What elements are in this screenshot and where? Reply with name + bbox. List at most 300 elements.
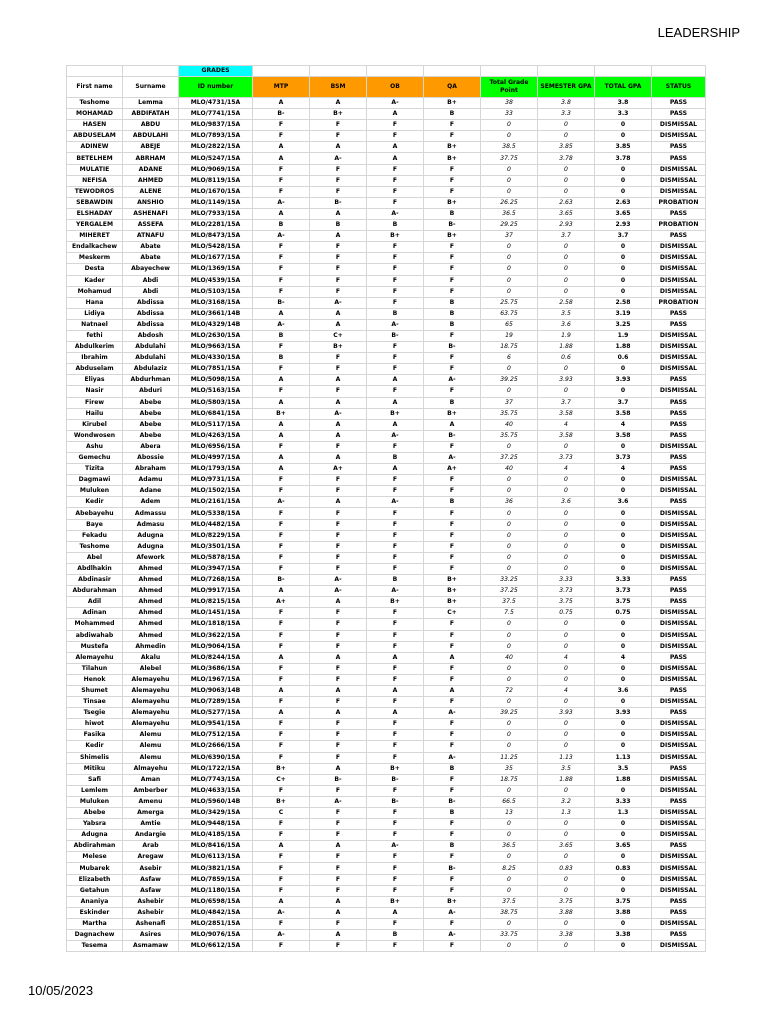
surname-cell: Ahmed <box>123 619 179 630</box>
total-grade-point-cell: 40 <box>481 419 538 430</box>
qa-cell: F <box>424 364 481 375</box>
table-row <box>67 863 706 874</box>
id-number-cell: MLO/4997/15A <box>179 453 253 464</box>
qa-cell: F <box>424 541 481 552</box>
table-row <box>67 353 706 364</box>
status-cell: PASS <box>652 907 706 918</box>
qa-cell: B- <box>424 342 481 353</box>
status-cell: PASS <box>652 308 706 319</box>
first-name-cell: Kader <box>67 275 123 286</box>
qa-cell: C+ <box>424 608 481 619</box>
total-gpa-cell: 0.6 <box>595 353 652 364</box>
id-number-cell: MLO/1967/15A <box>179 674 253 685</box>
status-cell: PASS <box>652 153 706 164</box>
status-cell: PASS <box>652 763 706 774</box>
status-cell: DISMISSAL <box>652 874 706 885</box>
surname-cell: Afework <box>123 552 179 563</box>
total-gpa-cell: 0 <box>595 120 652 131</box>
bsm-cell: F <box>310 519 367 530</box>
bsm-cell: F <box>310 719 367 730</box>
qa-cell: F <box>424 330 481 341</box>
semester-gpa-cell: 3.7 <box>538 397 595 408</box>
total-gpa-cell: 1.88 <box>595 342 652 353</box>
bsm-cell: A <box>310 98 367 109</box>
surname-cell: Abebe <box>123 397 179 408</box>
surname-cell: Asfaw <box>123 874 179 885</box>
ob-cell: F <box>367 441 424 452</box>
semester-gpa-cell: 3.75 <box>538 597 595 608</box>
mtp-cell: A <box>253 375 310 386</box>
total-gpa-cell: 0 <box>595 475 652 486</box>
status-cell: DISMISSAL <box>652 364 706 375</box>
status-cell: PASS <box>652 231 706 242</box>
status-cell: PASS <box>652 453 706 464</box>
id-number-cell: MLO/5098/15A <box>179 375 253 386</box>
bsm-cell: F <box>310 186 367 197</box>
id-number-cell: MLO/5803/15A <box>179 397 253 408</box>
ob-cell: F <box>367 297 424 308</box>
bsm-cell: F <box>310 530 367 541</box>
total-gpa-cell: 3.75 <box>595 597 652 608</box>
total-gpa-cell: 0 <box>595 663 652 674</box>
semester-gpa-cell: 2.63 <box>538 197 595 208</box>
surname-cell: Ahmed <box>123 597 179 608</box>
table-row <box>67 175 706 186</box>
table-row <box>67 896 706 907</box>
semester-gpa-cell: 3.7 <box>538 231 595 242</box>
surname-cell: Abdissa <box>123 308 179 319</box>
surname-cell: Asfaw <box>123 885 179 896</box>
ob-cell: F <box>367 353 424 364</box>
semester-gpa-cell: 0 <box>538 630 595 641</box>
first-name-cell: Kedir <box>67 497 123 508</box>
bsm-cell: F <box>310 475 367 486</box>
id-number-cell: MLO/9069/15A <box>179 164 253 175</box>
mtp-cell: F <box>253 785 310 796</box>
total-grade-point-cell: 37 <box>481 397 538 408</box>
table-row <box>67 530 706 541</box>
id-number-cell: MLO/4329/14B <box>179 319 253 330</box>
semester-gpa-cell: 0 <box>538 674 595 685</box>
id-number-cell: MLO/4731/15A <box>179 98 253 109</box>
qa-cell: F <box>424 663 481 674</box>
mtp-cell: F <box>253 619 310 630</box>
status-cell: DISMISSAL <box>652 264 706 275</box>
total-grade-point-cell: 0 <box>481 264 538 275</box>
first-name-cell: Alemayehu <box>67 652 123 663</box>
first-name-cell: Henok <box>67 674 123 685</box>
status-cell: DISMISSAL <box>652 242 706 253</box>
status-cell: DISMISSAL <box>652 342 706 353</box>
first-name-cell: SEBAWDIN <box>67 197 123 208</box>
first-name-cell: ABDUSELAM <box>67 131 123 142</box>
first-name-cell: abdiwahab <box>67 630 123 641</box>
qa-cell: F <box>424 852 481 863</box>
first-name-cell: Wondwosen <box>67 430 123 441</box>
total-gpa-cell: 3.3 <box>595 109 652 120</box>
id-number-cell: MLO/5338/15A <box>179 508 253 519</box>
table-row <box>67 808 706 819</box>
semester-gpa-cell: 3.93 <box>538 375 595 386</box>
total-gpa-cell: 2.63 <box>595 197 652 208</box>
id-number-cell: MLO/8473/15A <box>179 231 253 242</box>
ob-cell: A <box>367 708 424 719</box>
id-number-cell: MLO/9731/15A <box>179 475 253 486</box>
status-cell: PROBATION <box>652 220 706 231</box>
qa-cell: F <box>424 253 481 264</box>
mtp-cell: F <box>253 519 310 530</box>
ob-cell: F <box>367 264 424 275</box>
status-cell: DISMISSAL <box>652 918 706 929</box>
total-gpa-cell: 2.93 <box>595 220 652 231</box>
first-name-cell: fethi <box>67 330 123 341</box>
ob-cell: F <box>367 186 424 197</box>
total-gpa-cell: 1.88 <box>595 774 652 785</box>
total-gpa-cell: 0 <box>595 164 652 175</box>
total-grade-point-cell: 36.5 <box>481 208 538 219</box>
qa-cell: B+ <box>424 142 481 153</box>
qa-cell: A- <box>424 907 481 918</box>
surname-cell: Abdurhman <box>123 375 179 386</box>
mtp-cell: B <box>253 220 310 231</box>
status-cell: PASS <box>652 896 706 907</box>
qa-cell: F <box>424 275 481 286</box>
bsm-cell: F <box>310 120 367 131</box>
status-cell: DISMISSAL <box>652 941 706 952</box>
first-name-cell: Muluken <box>67 486 123 497</box>
id-number-cell: MLO/9837/15A <box>179 120 253 131</box>
first-name-cell: Endalkachew <box>67 242 123 253</box>
total-gpa-cell: 1.3 <box>595 808 652 819</box>
total-grade-point-cell: 33 <box>481 109 538 120</box>
status-cell: DISMISSAL <box>652 253 706 264</box>
total-grade-point-cell: 37 <box>481 231 538 242</box>
table-row <box>67 508 706 519</box>
table-row <box>67 342 706 353</box>
total-grade-point-cell: 37.5 <box>481 597 538 608</box>
semester-gpa-cell: 0 <box>538 364 595 375</box>
id-number-cell: MLO/9541/15A <box>179 719 253 730</box>
status-cell: DISMISSAL <box>652 131 706 142</box>
total-grade-point-cell: 0 <box>481 486 538 497</box>
id-number-cell: MLO/8416/15A <box>179 841 253 852</box>
semester-gpa-cell: 3.5 <box>538 308 595 319</box>
table-row <box>67 286 706 297</box>
header-ob: OB <box>367 77 424 98</box>
total-grade-point-cell: 0 <box>481 674 538 685</box>
total-grade-point-cell: 0 <box>481 519 538 530</box>
semester-gpa-cell: 0 <box>538 697 595 708</box>
total-gpa-cell: 0 <box>595 508 652 519</box>
bsm-cell: F <box>310 552 367 563</box>
first-name-cell: Adinan <box>67 608 123 619</box>
status-cell: DISMISSAL <box>652 830 706 841</box>
surname-cell: ALENE <box>123 186 179 197</box>
id-number-cell: MLO/8215/15A <box>179 597 253 608</box>
table-row <box>67 142 706 153</box>
qa-cell: F <box>424 741 481 752</box>
semester-gpa-cell: 3.2 <box>538 796 595 807</box>
total-gpa-cell: 0 <box>595 674 652 685</box>
semester-gpa-cell: 0 <box>538 541 595 552</box>
total-grade-point-cell: 39.25 <box>481 375 538 386</box>
table-row <box>67 597 706 608</box>
total-grade-point-cell: 0 <box>481 663 538 674</box>
bsm-cell: A <box>310 763 367 774</box>
first-name-cell: MIHERET <box>67 231 123 242</box>
total-grade-point-cell: 0 <box>481 164 538 175</box>
surname-cell: Adugna <box>123 530 179 541</box>
mtp-cell: F <box>253 918 310 929</box>
ob-cell: F <box>367 918 424 929</box>
first-name-cell: Hailu <box>67 408 123 419</box>
table-row <box>67 796 706 807</box>
total-grade-point-cell: 0 <box>481 441 538 452</box>
total-gpa-cell: 0 <box>595 874 652 885</box>
surname-cell: Abraham <box>123 464 179 475</box>
mtp-cell: B- <box>253 575 310 586</box>
total-gpa-cell: 0 <box>595 253 652 264</box>
ob-cell: F <box>367 253 424 264</box>
mtp-cell: F <box>253 663 310 674</box>
total-grade-point-cell: 35.75 <box>481 430 538 441</box>
bsm-cell: A <box>310 308 367 319</box>
table-row <box>67 242 706 253</box>
table-row <box>67 453 706 464</box>
status-cell: DISMISSAL <box>652 541 706 552</box>
id-number-cell: MLO/1722/15A <box>179 763 253 774</box>
ob-cell: B <box>367 930 424 941</box>
ob-cell: F <box>367 697 424 708</box>
semester-gpa-cell: 3.85 <box>538 142 595 153</box>
total-grade-point-cell: 0 <box>481 475 538 486</box>
semester-gpa-cell: 0 <box>538 275 595 286</box>
qa-cell: F <box>424 874 481 885</box>
surname-cell: Adem <box>123 497 179 508</box>
total-gpa-cell: 0 <box>595 441 652 452</box>
semester-gpa-cell: 2.93 <box>538 220 595 231</box>
total-grade-point-cell: 0 <box>481 563 538 574</box>
status-cell: DISMISSAL <box>652 164 706 175</box>
bsm-cell: A <box>310 319 367 330</box>
first-name-cell: Teshome <box>67 98 123 109</box>
total-grade-point-cell: 0 <box>481 253 538 264</box>
status-cell: PASS <box>652 497 706 508</box>
bsm-cell: A- <box>310 796 367 807</box>
id-number-cell: MLO/7933/15A <box>179 208 253 219</box>
table-row <box>67 430 706 441</box>
total-grade-point-cell: 72 <box>481 685 538 696</box>
mtp-cell: A <box>253 652 310 663</box>
status-cell: PASS <box>652 586 706 597</box>
total-gpa-cell: 0 <box>595 175 652 186</box>
status-cell: DISMISSAL <box>652 608 706 619</box>
qa-cell: B+ <box>424 408 481 419</box>
total-gpa-cell: 0 <box>595 697 652 708</box>
surname-cell: Adugna <box>123 541 179 552</box>
bsm-cell: F <box>310 364 367 375</box>
ob-cell: A- <box>367 586 424 597</box>
first-name-cell: Kedir <box>67 741 123 752</box>
qa-cell: F <box>424 619 481 630</box>
first-name-cell: Tizita <box>67 464 123 475</box>
bsm-cell: F <box>310 253 367 264</box>
total-gpa-cell: 0 <box>595 552 652 563</box>
table-row <box>67 752 706 763</box>
status-cell: PASS <box>652 930 706 941</box>
total-gpa-cell: 1.13 <box>595 752 652 763</box>
table-row <box>67 264 706 275</box>
first-name-cell: MOHAMAD <box>67 109 123 120</box>
first-name-cell: YERGALEM <box>67 220 123 231</box>
bsm-cell: A <box>310 231 367 242</box>
id-number-cell: MLO/9076/15A <box>179 930 253 941</box>
bsm-cell: F <box>310 641 367 652</box>
status-cell: DISMISSAL <box>652 885 706 896</box>
qa-cell: F <box>424 353 481 364</box>
id-number-cell: MLO/1180/15A <box>179 885 253 896</box>
semester-gpa-cell: 3.58 <box>538 408 595 419</box>
qa-cell: F <box>424 674 481 685</box>
total-grade-point-cell: 0 <box>481 186 538 197</box>
total-gpa-cell: 3.65 <box>595 208 652 219</box>
surname-cell: Abdissa <box>123 297 179 308</box>
table-row <box>67 464 706 475</box>
total-grade-point-cell: 0 <box>481 697 538 708</box>
mtp-cell: F <box>253 941 310 952</box>
qa-cell: B+ <box>424 586 481 597</box>
qa-cell: A- <box>424 930 481 941</box>
ob-cell: A- <box>367 497 424 508</box>
total-grade-point-cell: 38 <box>481 98 538 109</box>
surname-cell: Arab <box>123 841 179 852</box>
id-number-cell: MLO/2822/15A <box>179 142 253 153</box>
semester-gpa-cell: 0 <box>538 186 595 197</box>
bsm-cell: C+ <box>310 330 367 341</box>
bsm-cell: F <box>310 386 367 397</box>
status-cell: DISMISSAL <box>652 120 706 131</box>
first-name-cell: Dagmawi <box>67 475 123 486</box>
first-name-cell: Abel <box>67 552 123 563</box>
total-gpa-cell: 0 <box>595 719 652 730</box>
total-grade-point-cell: 0 <box>481 242 538 253</box>
id-number-cell: MLO/9663/15A <box>179 342 253 353</box>
ob-cell: F <box>367 530 424 541</box>
first-name-cell: hiwot <box>67 719 123 730</box>
table-row <box>67 575 706 586</box>
status-cell: DISMISSAL <box>652 719 706 730</box>
table-row <box>67 186 706 197</box>
id-number-cell: MLO/5277/15A <box>179 708 253 719</box>
semester-gpa-cell: 3.78 <box>538 153 595 164</box>
first-name-cell: Yabsra <box>67 819 123 830</box>
total-gpa-cell: 3.73 <box>595 586 652 597</box>
id-number-cell: MLO/9448/15A <box>179 819 253 830</box>
ob-cell: F <box>367 175 424 186</box>
qa-cell: F <box>424 552 481 563</box>
ob-cell: A <box>367 464 424 475</box>
id-number-cell: MLO/3821/15A <box>179 863 253 874</box>
id-number-cell: MLO/5103/15A <box>179 286 253 297</box>
bsm-cell: B- <box>310 774 367 785</box>
first-name-cell: Desta <box>67 264 123 275</box>
id-number-cell: MLO/4633/15A <box>179 785 253 796</box>
semester-gpa-cell: 0 <box>538 741 595 752</box>
ob-cell: F <box>367 364 424 375</box>
total-grade-point-cell: 0 <box>481 541 538 552</box>
first-name-cell: Tilahun <box>67 663 123 674</box>
semester-gpa-cell: 3.3 <box>538 109 595 120</box>
total-gpa-cell: 0 <box>595 530 652 541</box>
total-grade-point-cell: 19 <box>481 330 538 341</box>
id-number-cell: MLO/7512/15A <box>179 730 253 741</box>
mtp-cell: B+ <box>253 796 310 807</box>
total-gpa-cell: 2.58 <box>595 297 652 308</box>
id-number-cell: MLO/1451/15A <box>179 608 253 619</box>
table-row <box>67 164 706 175</box>
qa-cell: F <box>424 785 481 796</box>
ob-cell: A <box>367 142 424 153</box>
table-row <box>67 519 706 530</box>
qa-cell: B- <box>424 220 481 231</box>
qa-cell: B+ <box>424 896 481 907</box>
id-number-cell: MLO/4263/15A <box>179 430 253 441</box>
status-cell: DISMISSAL <box>652 275 706 286</box>
status-cell: DISMISSAL <box>652 741 706 752</box>
bsm-cell: F <box>310 242 367 253</box>
mtp-cell: B+ <box>253 408 310 419</box>
total-gpa-cell: 3.33 <box>595 796 652 807</box>
table-row <box>67 685 706 696</box>
header-total-gpa: TOTAL GPA <box>595 77 652 98</box>
status-cell: PASS <box>652 208 706 219</box>
bsm-cell: F <box>310 275 367 286</box>
footer-date: 10/05/2023 <box>28 983 94 998</box>
total-gpa-cell: 3.58 <box>595 408 652 419</box>
surname-cell: Abate <box>123 242 179 253</box>
first-name-cell: Firew <box>67 397 123 408</box>
ob-cell: F <box>367 508 424 519</box>
status-cell: PASS <box>652 408 706 419</box>
mtp-cell: B <box>253 353 310 364</box>
first-name-cell: Adugna <box>67 830 123 841</box>
bsm-cell: A <box>310 652 367 663</box>
total-grade-point-cell: 35 <box>481 763 538 774</box>
bsm-cell: B <box>310 220 367 231</box>
first-name-cell: Eliyas <box>67 375 123 386</box>
semester-gpa-cell: 0 <box>538 552 595 563</box>
semester-gpa-cell: 0 <box>538 885 595 896</box>
qa-cell: B <box>424 841 481 852</box>
total-grade-point-cell: 36.5 <box>481 841 538 852</box>
qa-cell: B+ <box>424 575 481 586</box>
id-number-cell: MLO/7851/15A <box>179 364 253 375</box>
total-gpa-cell: 0 <box>595 275 652 286</box>
ob-cell: F <box>367 486 424 497</box>
semester-gpa-cell: 4 <box>538 419 595 430</box>
table-row <box>67 275 706 286</box>
table-row <box>67 153 706 164</box>
id-number-cell: MLO/3429/15A <box>179 808 253 819</box>
id-number-cell: MLO/1793/15A <box>179 464 253 475</box>
semester-gpa-cell: 0.75 <box>538 608 595 619</box>
id-number-cell: MLO/7268/15A <box>179 575 253 586</box>
ob-cell: F <box>367 342 424 353</box>
surname-cell: Ahmed <box>123 630 179 641</box>
qa-cell: A- <box>424 708 481 719</box>
status-cell: DISMISSAL <box>652 641 706 652</box>
mtp-cell: F <box>253 242 310 253</box>
